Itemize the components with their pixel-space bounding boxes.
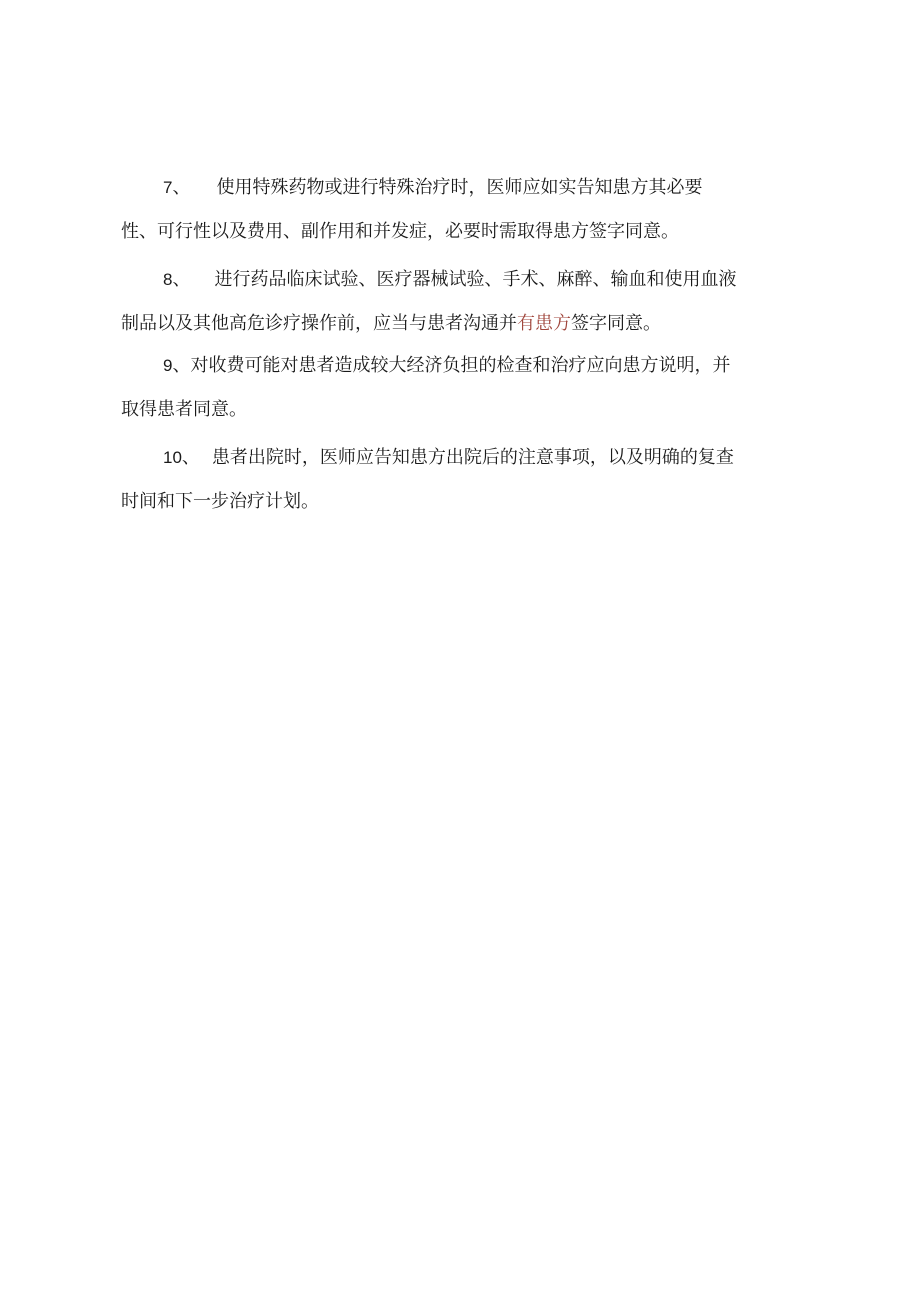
item-separator: 、 bbox=[172, 355, 191, 376]
paragraph-text: 患者出院时，医师应告知患方出院后的注意事项，以及明确的复查 bbox=[211, 447, 734, 468]
item-number: 10 bbox=[163, 448, 182, 467]
paragraph-line: 时间和下一步治疗计划。 bbox=[121, 491, 319, 512]
paragraph-text: 制品以及其他高危诊疗操作前，应当与患者沟通并 bbox=[121, 313, 517, 334]
paragraph-line bbox=[121, 436, 811, 480]
paragraph-text: 签字同意。 bbox=[571, 313, 661, 334]
item-separator: 、 bbox=[172, 177, 191, 198]
paragraph-line bbox=[121, 166, 811, 210]
paragraph-line: 取得患者同意。 bbox=[121, 399, 247, 420]
paragraph-item-8 bbox=[121, 258, 811, 346]
item-number: 7 bbox=[163, 178, 173, 197]
paragraph-text: 使用特殊药物或进行特殊治疗时，医师应如实告知患方其必要 bbox=[216, 177, 703, 198]
paragraph-item-7 bbox=[121, 166, 811, 254]
item-separator: 、 bbox=[181, 447, 200, 468]
item-number: 9 bbox=[163, 356, 173, 375]
item-number: 8 bbox=[163, 270, 173, 289]
paragraph-item-10 bbox=[121, 436, 811, 524]
paragraph-item-9 bbox=[121, 344, 811, 432]
paragraph-text: 对收费可能对患者造成较大经济负担的检查和治疗应向患方说明，并 bbox=[190, 355, 731, 376]
highlighted-text: 有患方 bbox=[517, 313, 571, 334]
item-separator: 、 bbox=[172, 269, 191, 290]
paragraph-line bbox=[121, 258, 811, 302]
paragraph-line bbox=[121, 302, 811, 346]
paragraph-line: 性、可行性以及费用、副作用和并发症，必要时需取得患方签字同意。 bbox=[121, 221, 679, 242]
paragraph-text: 进行药品临床试验、医疗器械试验、手术、麻醉、输血和使用血液 bbox=[214, 269, 737, 290]
paragraph-line bbox=[121, 344, 811, 388]
